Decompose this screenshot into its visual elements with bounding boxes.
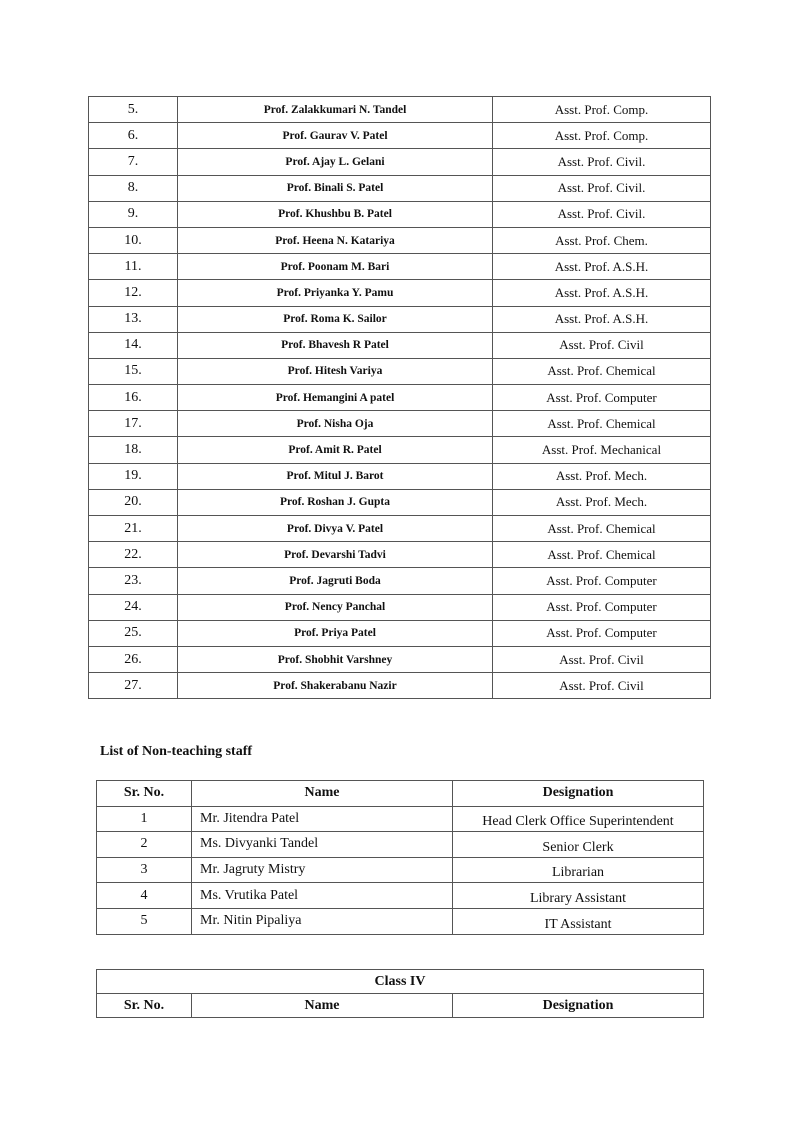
designation-cell: Asst. Prof. Comp.: [493, 97, 711, 123]
name-cell: Prof. Ajay L. Gelani: [178, 149, 493, 175]
table-row: [97, 832, 704, 858]
name-cell: Mr. Nitin Pipaliya: [192, 908, 453, 934]
designation-cell: Asst. Prof. Chemical: [493, 411, 711, 437]
designation-cell: Head Clerk Office Superintendent: [453, 806, 704, 832]
name-cell: Prof. Roma K. Sailor: [178, 306, 493, 332]
faculty-table: [88, 96, 711, 699]
name-cell: Ms. Vrutika Patel: [192, 883, 453, 909]
table-row: [89, 149, 711, 175]
sr-no-cell: 5.: [89, 97, 178, 123]
designation-cell: Librarian: [453, 857, 704, 883]
name-cell: Prof. Zalakkumari N. Tandel: [178, 97, 493, 123]
name-cell: Prof. Roshan J. Gupta: [178, 489, 493, 515]
table-row: [89, 411, 711, 437]
designation-cell: Asst. Prof. A.S.H.: [493, 280, 711, 306]
designation-cell: Asst. Prof. Civil.: [493, 149, 711, 175]
table-row: [89, 646, 711, 672]
sr-no-cell: 3: [97, 857, 192, 883]
non-teaching-table: [96, 780, 704, 935]
table-row: [89, 594, 711, 620]
sr-no-cell: 1: [97, 806, 192, 832]
name-cell: Prof. Poonam M. Bari: [178, 254, 493, 280]
class-iv-header-name: Name: [192, 994, 453, 1018]
table-row: [89, 489, 711, 515]
name-cell: Prof. Heena N. Katariya: [178, 227, 493, 253]
name-cell: Prof. Mitul J. Barot: [178, 463, 493, 489]
name-cell: Mr. Jagruty Mistry: [192, 857, 453, 883]
sr-no-cell: 9.: [89, 201, 178, 227]
sr-no-cell: 23.: [89, 568, 178, 594]
name-cell: Prof. Shobhit Varshney: [178, 646, 493, 672]
sr-no-cell: 25.: [89, 620, 178, 646]
name-cell: Prof. Nency Panchal: [178, 594, 493, 620]
non-teaching-table-body: [97, 806, 704, 934]
table-row: [89, 437, 711, 463]
sr-no-cell: 2: [97, 832, 192, 858]
designation-cell: Library Assistant: [453, 883, 704, 909]
designation-cell: Asst. Prof. A.S.H.: [493, 306, 711, 332]
name-cell: Prof. Devarshi Tadvi: [178, 542, 493, 568]
sr-no-cell: 19.: [89, 463, 178, 489]
class-iv-header-designation: Designation: [453, 994, 704, 1018]
designation-cell: Asst. Prof. Chemical: [493, 516, 711, 542]
table-row: [97, 806, 704, 832]
name-cell: Prof. Amit R. Patel: [178, 437, 493, 463]
name-cell: Prof. Gaurav V. Patel: [178, 123, 493, 149]
table-row: [89, 306, 711, 332]
table-row: [89, 358, 711, 384]
table-row: [89, 332, 711, 358]
name-cell: Prof. Bhavesh R Patel: [178, 332, 493, 358]
designation-cell: Asst. Prof. Computer: [493, 620, 711, 646]
sr-no-cell: 20.: [89, 489, 178, 515]
table-row: [89, 97, 711, 123]
sr-no-cell: 7.: [89, 149, 178, 175]
table-row: [89, 280, 711, 306]
table-row: [89, 568, 711, 594]
name-cell: Mr. Jitendra Patel: [192, 806, 453, 832]
designation-cell: Asst. Prof. Computer: [493, 385, 711, 411]
sr-no-cell: 14.: [89, 332, 178, 358]
table-row: [97, 883, 704, 909]
table-row: [97, 857, 704, 883]
table-row: [89, 123, 711, 149]
sr-no-cell: 15.: [89, 358, 178, 384]
name-cell: Prof. Jagruti Boda: [178, 568, 493, 594]
table-row: [89, 175, 711, 201]
sr-no-cell: 16.: [89, 385, 178, 411]
designation-cell: Asst. Prof. Computer: [493, 568, 711, 594]
header-name: Name: [192, 781, 453, 807]
sr-no-cell: 18.: [89, 437, 178, 463]
designation-cell: Asst. Prof. Mech.: [493, 489, 711, 515]
designation-cell: Asst. Prof. Chemical: [493, 542, 711, 568]
name-cell: Prof. Nisha Oja: [178, 411, 493, 437]
table-row: [97, 908, 704, 934]
table-row: [89, 201, 711, 227]
designation-cell: Senior Clerk: [453, 832, 704, 858]
sr-no-cell: 12.: [89, 280, 178, 306]
sr-no-cell: 24.: [89, 594, 178, 620]
header-sr-no: Sr. No.: [97, 781, 192, 807]
sr-no-cell: 5: [97, 908, 192, 934]
sr-no-cell: 6.: [89, 123, 178, 149]
sr-no-cell: 4: [97, 883, 192, 909]
table-row: [89, 516, 711, 542]
table-row: [89, 254, 711, 280]
table-row: [89, 673, 711, 699]
designation-cell: Asst. Prof. Civil.: [493, 175, 711, 201]
name-cell: Prof. Priya Patel: [178, 620, 493, 646]
name-cell: Ms. Divyanki Tandel: [192, 832, 453, 858]
designation-cell: Asst. Prof. Civil: [493, 332, 711, 358]
name-cell: Prof. Hemangini A patel: [178, 385, 493, 411]
table-row: [89, 620, 711, 646]
name-cell: Prof. Priyanka Y. Pamu: [178, 280, 493, 306]
sr-no-cell: 10.: [89, 227, 178, 253]
non-teaching-table-header: [97, 781, 704, 807]
header-row: [97, 781, 704, 807]
table-row: [89, 542, 711, 568]
name-cell: Prof. Binali S. Patel: [178, 175, 493, 201]
name-cell: Prof. Hitesh Variya: [178, 358, 493, 384]
sr-no-cell: 22.: [89, 542, 178, 568]
sr-no-cell: 11.: [89, 254, 178, 280]
designation-cell: Asst. Prof. Comp.: [493, 123, 711, 149]
sr-no-cell: 21.: [89, 516, 178, 542]
non-teaching-heading: List of Non-teaching staff: [100, 744, 253, 759]
class-iv-title-row: [97, 970, 704, 994]
designation-cell: IT Assistant: [453, 908, 704, 934]
table-row: [89, 227, 711, 253]
header-designation: Designation: [453, 781, 704, 807]
designation-cell: Asst. Prof. Chem.: [493, 227, 711, 253]
name-cell: Prof. Divya V. Patel: [178, 516, 493, 542]
designation-cell: Asst. Prof. Civil.: [493, 201, 711, 227]
class-iv-title: Class IV: [97, 970, 704, 994]
name-cell: Prof. Khushbu B. Patel: [178, 201, 493, 227]
class-iv-header-row: [97, 994, 704, 1018]
class-iv-header-sr-no: Sr. No.: [97, 994, 192, 1018]
faculty-table-body: [89, 97, 711, 699]
designation-cell: Asst. Prof. Chemical: [493, 358, 711, 384]
table-row: [89, 385, 711, 411]
sr-no-cell: 26.: [89, 646, 178, 672]
designation-cell: Asst. Prof. Civil: [493, 646, 711, 672]
sr-no-cell: 17.: [89, 411, 178, 437]
designation-cell: Asst. Prof. Computer: [493, 594, 711, 620]
designation-cell: Asst. Prof. Civil: [493, 673, 711, 699]
designation-cell: Asst. Prof. Mechanical: [493, 437, 711, 463]
sr-no-cell: 8.: [89, 175, 178, 201]
class-iv-table: [96, 969, 704, 1018]
designation-cell: Asst. Prof. Mech.: [493, 463, 711, 489]
sr-no-cell: 27.: [89, 673, 178, 699]
designation-cell: Asst. Prof. A.S.H.: [493, 254, 711, 280]
name-cell: Prof. Shakerabanu Nazir: [178, 673, 493, 699]
sr-no-cell: 13.: [89, 306, 178, 332]
table-row: [89, 463, 711, 489]
